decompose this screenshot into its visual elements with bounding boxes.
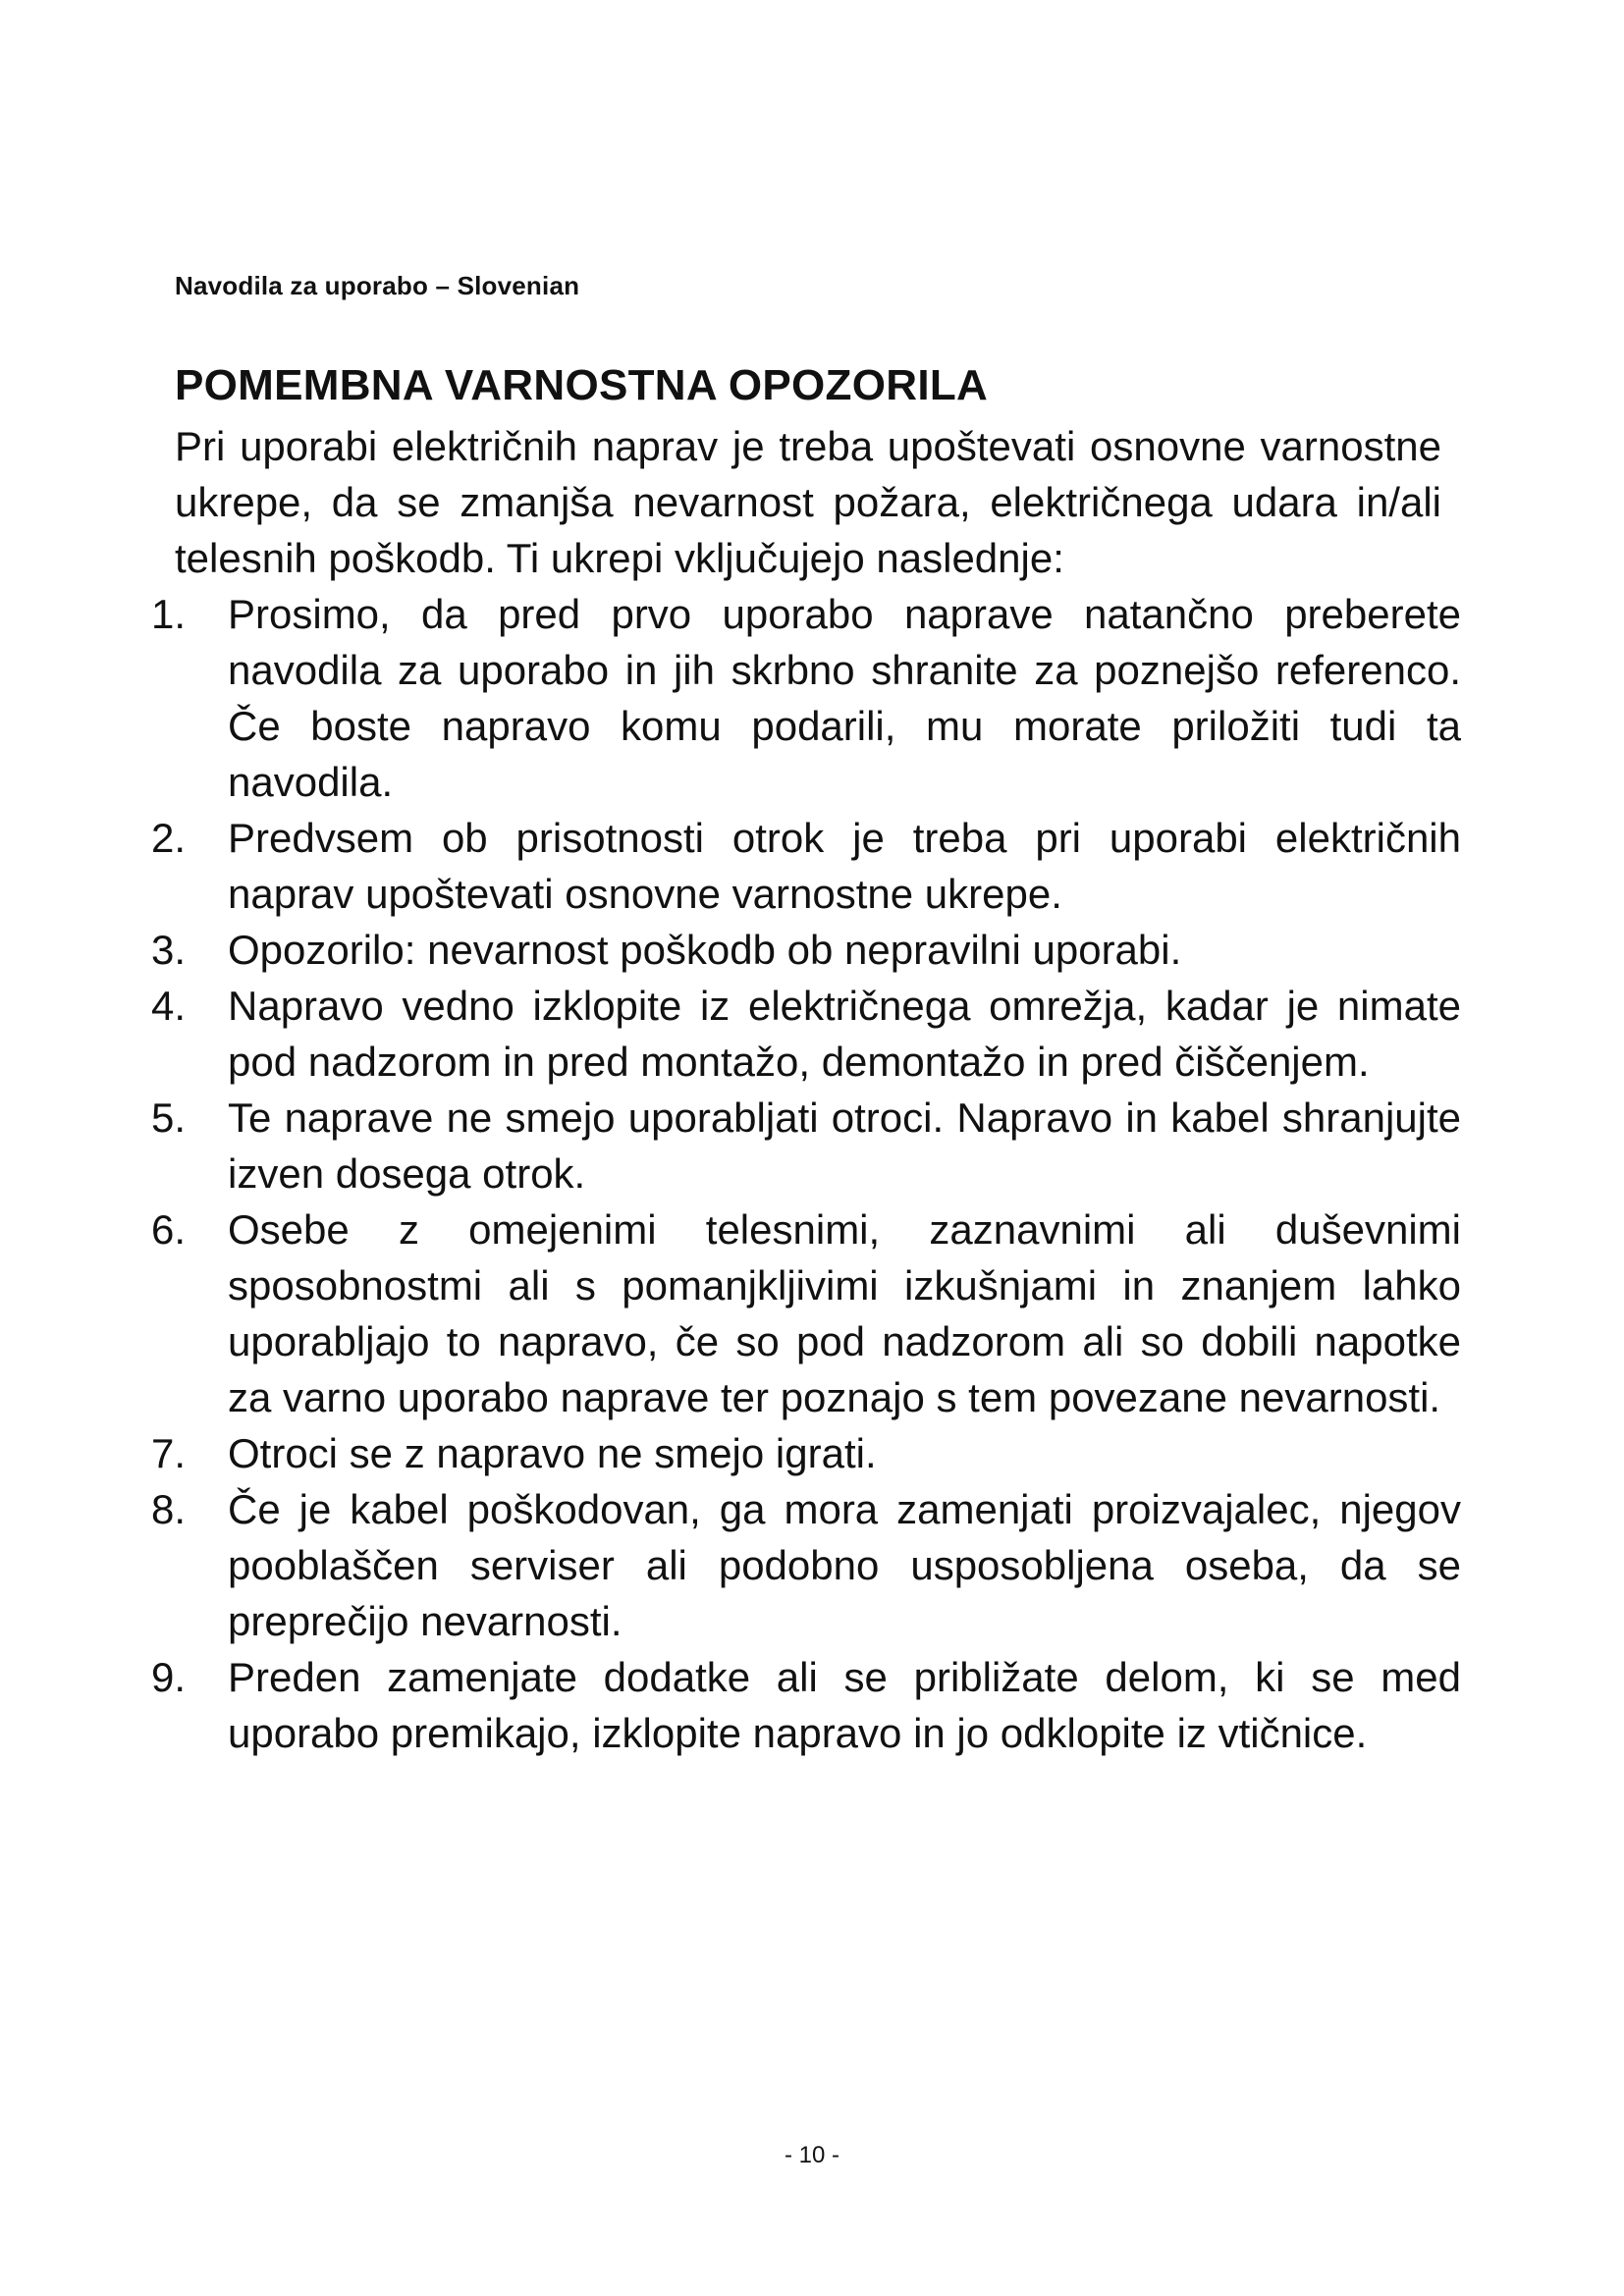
list-item bbox=[151, 1649, 1461, 1761]
list-item-number: 7. bbox=[151, 1430, 187, 1476]
list-item-number: 6. bbox=[151, 1206, 187, 1253]
list-item-text: Te naprave ne smejo uporabljati otroci. Napravo in kabel shranjujte izven dosega otrok. bbox=[228, 1095, 1461, 1197]
list-item bbox=[151, 1425, 1461, 1481]
list-item-text: Napravo vedno izklopite iz električnega omrežja, kadar je nimate pod nadzorom in pred montažo, demontažo in pred čiščenjem. bbox=[228, 983, 1461, 1085]
list-item-text: Če je kabel poškodovan, ga mora zamenjati proizvajalec, njegov pooblaščen serviser ali podobno usposobljena oseba, da se preprečijo nevarnosti. bbox=[228, 1486, 1461, 1644]
list-item-text: Preden zamenjate dodatke ali se približate delom, ki se med uporabo premikajo, izklopite napravo in jo odklopite iz vtičnice. bbox=[228, 1654, 1461, 1756]
list-item-number: 1. bbox=[151, 591, 187, 637]
list-item bbox=[151, 1090, 1461, 1201]
list-item bbox=[151, 978, 1461, 1090]
list-item-text: Opozorilo: nevarnost poškodb ob nepravilni uporabi. bbox=[228, 927, 1182, 973]
page-number: - 10 - bbox=[784, 2142, 839, 2168]
list-item-text: Prosimo, da pred prvo uporabo naprave natančno preberete navodila za uporabo in jih skrbno shranite za poznejšo referenco. Če boste napravo komu podarili, mu morate priložiti tudi ta navodila. bbox=[228, 591, 1461, 805]
list-item-number: 3. bbox=[151, 927, 187, 973]
list-item-text: Predvsem ob prisotnosti otrok je treba pri uporabi električnih naprav upoštevati osnovne varnostne ukrepe. bbox=[228, 815, 1461, 917]
safety-list bbox=[151, 586, 1461, 1761]
list-item-number: 5. bbox=[151, 1095, 187, 1141]
list-item-number: 8. bbox=[151, 1486, 187, 1532]
list-item-text: Otroci se z napravo ne smejo igrati. bbox=[228, 1430, 877, 1476]
list-item-number: 9. bbox=[151, 1654, 187, 1700]
list-item-number: 2. bbox=[151, 815, 187, 861]
safety-section bbox=[151, 359, 1461, 1761]
section-intro: Pri uporabi električnih naprav je treba upoštevati osnovne varnostne ukrepe, da se zmanjša nevarnost požara, električnega udara in/ali telesnih poškodb. Ti ukrepi vključujejo naslednje: bbox=[175, 423, 1441, 581]
list-item-number: 4. bbox=[151, 983, 187, 1029]
list-item bbox=[151, 1481, 1461, 1649]
list-item bbox=[151, 586, 1461, 810]
list-item-text: Osebe z omejenimi telesnimi, zaznavnimi ali duševnimi sposobnostmi ali s pomanjkljivimi izkušnjami in znanjem lahko uporabljajo to napravo, če so pod nadzorom ali so dobili napotke za varno uporabo naprave ter poznajo s tem povezane nevarnosti. bbox=[228, 1206, 1461, 1420]
list-item bbox=[151, 1201, 1461, 1425]
document-header: Navodila za uporabo – Slovenian bbox=[175, 271, 580, 300]
list-item bbox=[151, 810, 1461, 922]
section-title: POMEMBNA VARNOSTNA OPOZORILA bbox=[175, 361, 989, 409]
list-item bbox=[151, 922, 1461, 978]
